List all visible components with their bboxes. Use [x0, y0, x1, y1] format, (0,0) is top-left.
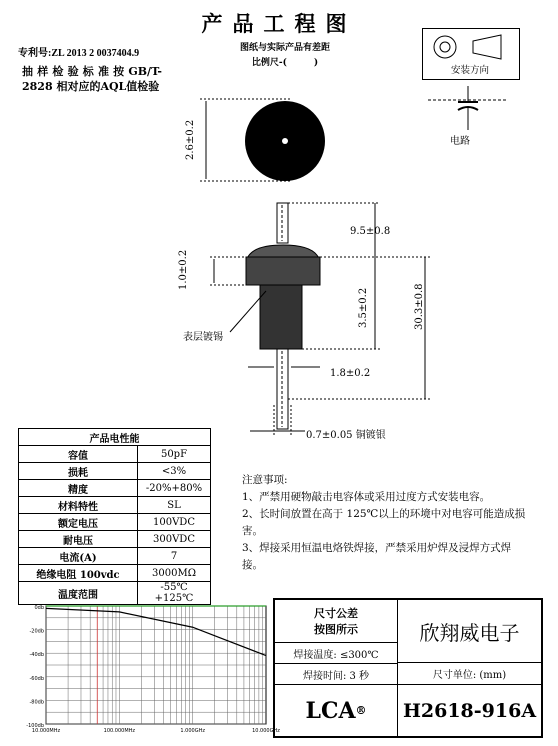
- notes: [242, 472, 532, 574]
- table-row: 损耗 <3%: [19, 463, 211, 480]
- drawing-note: [200, 41, 370, 71]
- table-row: 电流(A) 7: [19, 548, 211, 565]
- y-tick-label: 0db: [34, 605, 44, 611]
- table-row: 额定电压 100VDC: [19, 514, 211, 531]
- note-item: 2、长时间放置在高于 125℃以上的环境中对电容可能造成损害。: [242, 508, 526, 537]
- dim-body-dia: 1.8±0.2: [330, 368, 371, 379]
- page-title: 产品工程图: [201, 11, 357, 36]
- plating-label: 表层镀锡: [183, 332, 223, 343]
- table-row: 精度 -20%+80%: [19, 480, 211, 497]
- mount-direction-label: 安装方向: [450, 65, 489, 76]
- dim-body-height: 3.5±0.2: [358, 287, 369, 328]
- spec-table: [18, 428, 211, 605]
- x-tick-label: 1.000GHz: [180, 728, 205, 734]
- title-block: [273, 598, 543, 738]
- table-row: 绝缘电阻 100vdc 3000MΩ: [19, 565, 211, 582]
- patent-number: 专利号:ZL 2013 2 0037404.9: [18, 48, 140, 59]
- unit-label: 尺寸单位: (mm): [397, 662, 542, 685]
- dim-wire: 0.7±0.05 铜镀银: [306, 430, 386, 441]
- x-tick-label: 100.000MHz: [103, 728, 136, 734]
- y-tick-label: -80db: [29, 699, 44, 706]
- solder-time: 焊接时间: 3 秒: [274, 663, 398, 685]
- attenuation-chart: [16, 600, 280, 736]
- brand-logo: LCA ®: [274, 684, 398, 737]
- part-number: H2618-916A: [397, 684, 542, 737]
- note-item: 3、焊接采用恒温电烙铁焊接，严禁采用炉焊及浸焊方式焊接。: [242, 542, 512, 571]
- x-tick-label: 10.000GHz: [252, 728, 280, 734]
- table-row: 材料特性 SL: [19, 497, 211, 514]
- dim-head-dia: 2.6±0.2: [185, 119, 196, 160]
- dim-lead-top: 9.5±0.8: [350, 226, 391, 237]
- spec-header: 产品电性能: [19, 429, 211, 446]
- dim-cap-height: 1.0±0.2: [178, 249, 189, 290]
- table-row: 容值 50pF: [19, 446, 211, 463]
- dim-total-length: 30.3±0.8: [414, 283, 425, 330]
- y-tick-label: -20db: [29, 628, 44, 635]
- x-tick-label: 10.000MHz: [31, 728, 61, 734]
- capacitor-symbol-icon: [428, 86, 508, 132]
- component-drawing: [170, 95, 440, 445]
- notes-heading: 注意事项:: [242, 474, 288, 486]
- company-name: 欣翔威电子: [397, 599, 542, 663]
- y-tick-label: -40db: [29, 652, 44, 659]
- y-tick-label: -60db: [29, 675, 44, 682]
- drawing-note-line1: 图纸与实际产品有差距: [239, 43, 330, 53]
- inspection-note: 抽样检验标准按GB/T-2828 相对应的AQL值检验: [22, 65, 162, 93]
- y-tick-label: -100db: [26, 723, 44, 729]
- tolerance-cell: 尺寸公差 按图所示: [274, 599, 398, 643]
- circuit-label: 电路: [450, 136, 470, 147]
- table-row: 耐电压 300VDC: [19, 531, 211, 548]
- table-row: 温度范围 -55℃+125℃: [19, 582, 211, 605]
- solder-temp: 焊接温度: ≤300℃: [274, 642, 398, 664]
- note-item: 1、严禁用硬物敲击电容体或采用过度方式安装电容。: [242, 491, 491, 503]
- drawing-note-line2: 比例尺-( ): [251, 58, 319, 68]
